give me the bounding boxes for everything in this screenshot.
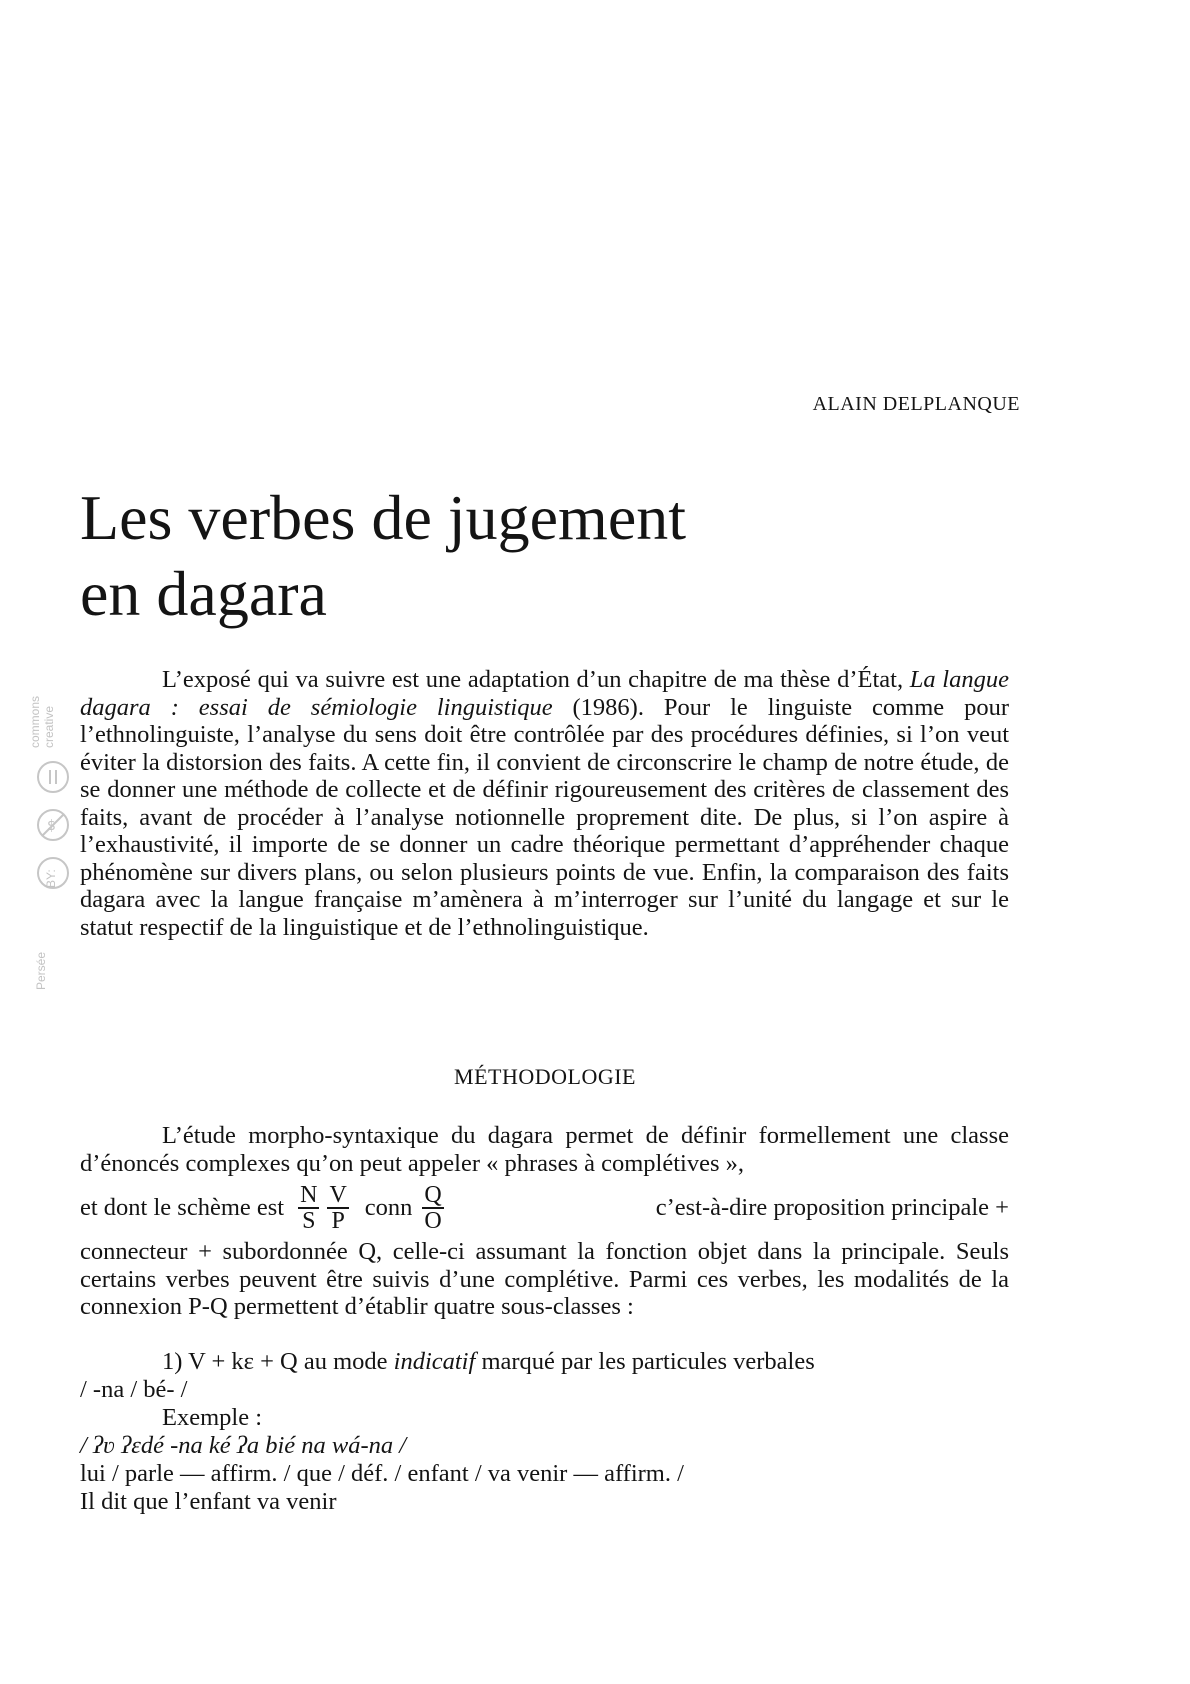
fraction-denominator: S (302, 1208, 316, 1234)
nc-dollar-icon (36, 808, 70, 842)
fraction-n-s (298, 1183, 319, 1233)
intro-paragraph (80, 666, 1009, 941)
intro-text-rest: (1986). Pour le linguiste comme pour l’ethnolinguiste, l’analyse du sens doit être contrôlée par des procédures définies, si l’on veut éviter la distorsion des faits. A cette fin, il convient de circonscrire le champ de notre étude, de se donner une méthode de collecte et de définir rigoureusement des critères de classement des faits, avant de procéder à l’analyse notionnelle proprement dite. De plus, si l’on aspire à l’exhaustivité, il importe de se donner un cadre théorique permettant d’appréhender chaque phénomène sur divers plans, ou selon plusieurs points de vue. Enfin, la comparaison des faits dagara avec la langue française m’amènera à m’interroger sur l’unité du langage et sur le statut respectif de la linguistique et de l’ethnolinguistique. (80, 693, 1009, 941)
method-paragraph-2: connecteur + subordonnée Q, celle-ci assumant la fonction objet dans la principale. Seuls certains verbes peuvent être suivis d’une complétive. Parmi ces verbes, les modalités de la connexion P-Q permettent d’établir quatre sous-classes : (80, 1238, 1009, 1320)
schema-prefix: et dont le schème est (80, 1194, 285, 1221)
author-name: ALAIN DELPLANQUE (812, 393, 1020, 415)
svg-text:$: $ (47, 818, 56, 834)
license-watermark (28, 690, 72, 990)
by-text: BY: (44, 869, 58, 888)
item1-mode: indicatif (393, 1348, 476, 1375)
item1-text: 1) V + kɛ + Q au mode (162, 1348, 394, 1375)
cc-creative-text: creative (42, 705, 56, 748)
example-dagara: / ʔʋ ʔɛdé -na ké ʔa bié na wá-na / (80, 1432, 407, 1459)
fraction-q-o (422, 1183, 443, 1233)
fraction-numerator: Q (424, 1182, 442, 1208)
schema-line (80, 1178, 1009, 1238)
example-translation: Il dit que l’enfant va venir (80, 1488, 337, 1515)
fraction-v-p (327, 1183, 348, 1233)
publisher-watermark: Persée (34, 951, 48, 990)
thesis-title: La langue dagara : essai de sémiologie linguistique (80, 666, 1009, 721)
example-label: Exemple : (162, 1404, 263, 1431)
article-title (80, 480, 686, 632)
fraction-denominator: P (331, 1208, 345, 1234)
schema-suffix: c’est-à-dire proposition principale + (655, 1194, 1009, 1221)
intro-text-start: L’exposé qui va suivre est une adaptation d’un chapitre de ma thèse d’État, (162, 666, 910, 693)
title-line-1: Les verbes de jugement (80, 482, 686, 553)
fraction-denominator: O (424, 1208, 442, 1234)
title-line-2: en dagara (80, 558, 327, 629)
method-paragraph-1: L’étude morpho-syntaxique du dagara permet de définir formellement une classe d’énoncés complexes qu’on peut appeler « phrases à complétives », (80, 1122, 1009, 1177)
nd-equal-icon (36, 760, 70, 794)
section-heading: MÉTHODOLOGIE (454, 1064, 636, 1089)
fraction-numerator: V (329, 1182, 347, 1208)
item1-text-end: marqué par les particules verbales (475, 1348, 815, 1375)
example-gloss: lui / parle — affirm. / que / déf. / enfant / va venir — affirm. / (80, 1460, 684, 1487)
schema-connector: conn (364, 1194, 413, 1221)
fraction-numerator: N (300, 1182, 318, 1208)
subclass-item-1-particles: / -na / bé- / (80, 1376, 188, 1403)
subclass-item-1 (162, 1348, 1009, 1376)
cc-commons-text: commons (28, 695, 42, 748)
